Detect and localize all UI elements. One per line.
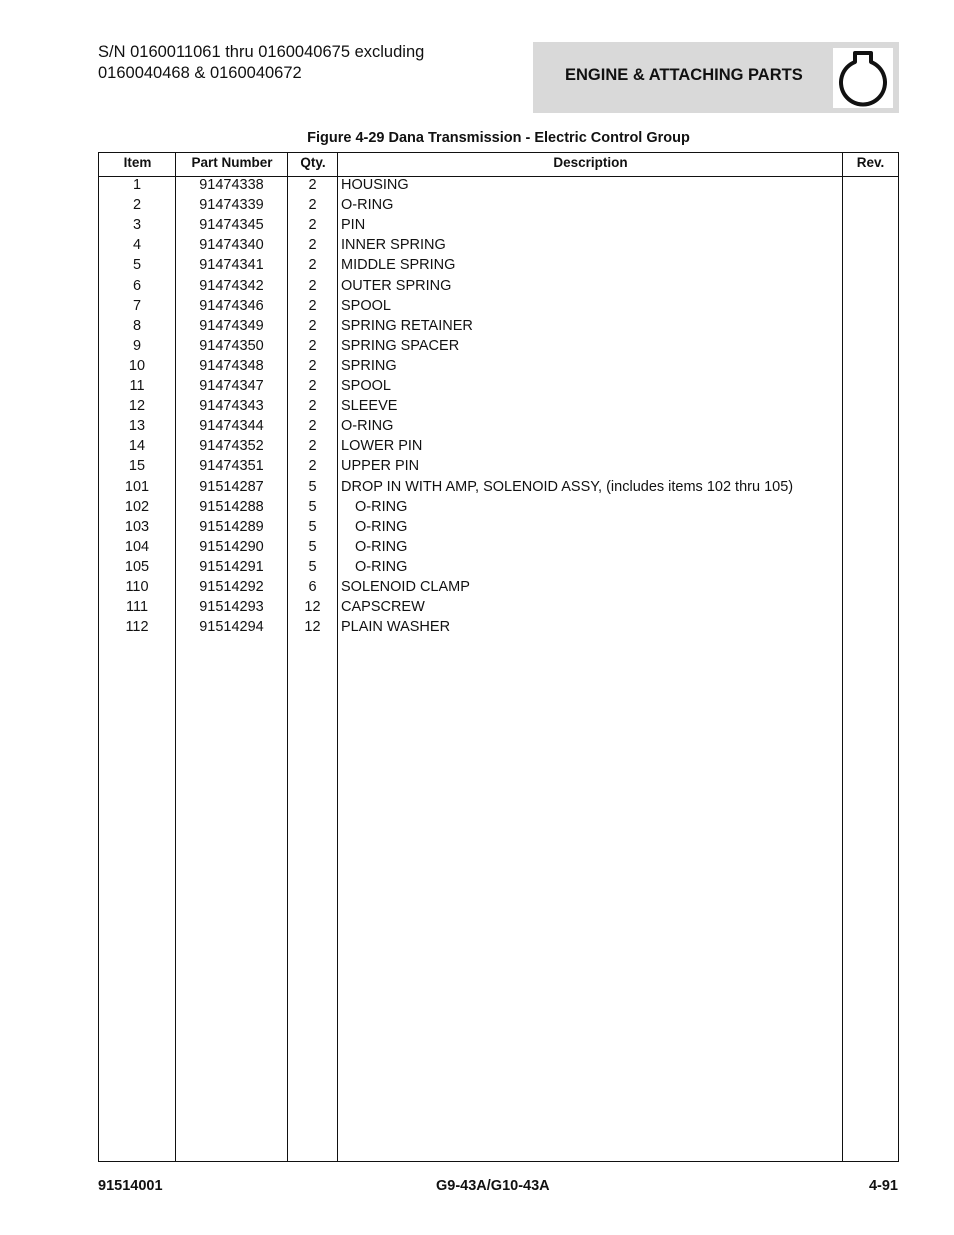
part-number-cell: 91514287 — [199, 478, 264, 495]
part-number-cell: 91474350 — [199, 337, 264, 354]
qty-cell: 2 — [308, 277, 317, 294]
description-cell: O-RING — [341, 418, 394, 435]
footer-manual-number: 91514001 — [98, 1178, 163, 1194]
table-row — [99, 175, 898, 195]
col-header-part-number: Part Number — [191, 155, 273, 170]
table-row — [99, 597, 898, 617]
description-cell: UPPER PIN — [341, 458, 420, 475]
part-number-cell: 91514291 — [199, 558, 264, 575]
footer-model: G9-43A/G10-43A — [436, 1178, 550, 1194]
item-cell: 3 — [132, 217, 142, 234]
table-row — [99, 195, 898, 215]
qty-cell: 2 — [308, 438, 317, 455]
description-cell: SOLENOID CLAMP — [341, 579, 470, 595]
description-cell: SPOOL — [341, 297, 391, 314]
qty-cell: 2 — [308, 217, 317, 234]
qty-cell: 2 — [308, 337, 317, 354]
part-number-cell: 91514290 — [199, 538, 264, 555]
description-cell: PLAIN WASHER — [341, 619, 451, 636]
description-cell: OUTER SPRING — [341, 277, 452, 294]
description-cell: O-RING — [355, 518, 408, 535]
item-cell: 6 — [132, 277, 142, 294]
qty-cell: 2 — [308, 317, 317, 334]
item-cell: 5 — [132, 257, 142, 274]
qty-cell: 5 — [308, 518, 317, 535]
item-cell: 10 — [128, 357, 146, 374]
table-row — [99, 316, 898, 336]
serial-line-1: S/N 0160011061 thru 0160040675 excluding — [98, 43, 425, 61]
table-row — [99, 396, 898, 416]
item-cell: 9 — [132, 337, 142, 354]
part-number-cell: 91474345 — [199, 217, 264, 234]
part-number-cell: 91474342 — [199, 277, 264, 294]
table-row — [99, 235, 898, 255]
part-number-cell: 91514292 — [199, 579, 264, 595]
qty-cell: 2 — [308, 357, 317, 374]
part-number-cell: 91514294 — [199, 619, 264, 636]
description-cell: CAPSCREW — [341, 599, 425, 616]
part-number-cell: 91474343 — [199, 398, 264, 415]
table-row — [99, 296, 898, 316]
description-cell: SPRING RETAINER — [341, 317, 473, 334]
part-number-cell: 91474339 — [199, 197, 264, 214]
qty-cell: 2 — [308, 297, 317, 314]
serial-number-range — [98, 42, 424, 84]
table-row — [99, 557, 898, 577]
description-cell: SPOOL — [341, 378, 391, 394]
qty-cell: 2 — [308, 378, 317, 394]
table-row — [99, 517, 898, 537]
item-cell: 111 — [125, 599, 149, 616]
item-cell: 8 — [132, 317, 142, 334]
description-cell: LOWER PIN — [341, 438, 423, 455]
description-cell: O-RING — [355, 538, 408, 555]
item-cell: 110 — [125, 579, 149, 595]
item-cell: 1 — [132, 177, 142, 193]
qty-cell: 2 — [308, 257, 317, 274]
part-number-cell: 91474341 — [199, 257, 264, 274]
item-cell: 4 — [132, 237, 142, 254]
part-number-cell: 91514288 — [199, 498, 264, 515]
item-cell: 15 — [128, 458, 146, 475]
table-row — [99, 255, 898, 275]
description-cell: O-RING — [355, 558, 408, 575]
description-cell: PIN — [341, 217, 366, 234]
item-cell: 7 — [132, 297, 142, 314]
qty-cell: 2 — [308, 237, 317, 254]
table-row — [99, 436, 898, 456]
qty-cell: 5 — [308, 478, 317, 495]
qty-cell: 2 — [308, 418, 317, 435]
item-cell: 112 — [125, 619, 149, 636]
qty-cell: 2 — [308, 398, 317, 415]
qty-cell: 2 — [308, 458, 317, 475]
part-number-cell: 91474348 — [199, 357, 264, 374]
col-header-description: Description — [553, 155, 628, 170]
table-row — [99, 497, 898, 517]
part-number-cell: 91474344 — [199, 418, 264, 435]
qty-cell: 12 — [304, 619, 321, 636]
col-header-item: Item — [123, 155, 152, 170]
item-cell: 105 — [124, 558, 150, 575]
description-cell: DROP IN WITH AMP, SOLENOID ASSY, (includes items 102 thru 105) — [341, 478, 794, 495]
item-cell: 12 — [128, 398, 146, 415]
qty-cell: 2 — [308, 177, 317, 193]
parts-table — [98, 152, 899, 1162]
part-number-cell: 91474340 — [199, 237, 264, 254]
table-row — [99, 577, 898, 597]
table-row — [99, 456, 898, 476]
engine-icon — [833, 48, 893, 108]
part-number-cell: 91514293 — [199, 599, 264, 616]
col-header-qty: Qty. — [300, 155, 326, 170]
item-cell: 14 — [128, 438, 146, 455]
footer-page-number: 4-91 — [868, 1178, 898, 1194]
table-row — [99, 537, 898, 557]
qty-cell: 5 — [308, 558, 317, 575]
item-cell: 13 — [128, 418, 146, 435]
figure-title: Figure 4-29 Dana Transmission - Electric Control Group — [307, 130, 690, 146]
table-row — [99, 376, 898, 396]
item-cell: 104 — [124, 538, 150, 555]
part-number-cell: 91474338 — [199, 177, 264, 193]
description-cell: MIDDLE SPRING — [341, 257, 456, 274]
table-row — [99, 477, 898, 497]
qty-cell: 5 — [308, 498, 317, 515]
table-row — [99, 276, 898, 296]
table-row — [99, 336, 898, 356]
part-number-cell: 91474349 — [199, 317, 264, 334]
description-cell: SPRING SPACER — [341, 337, 460, 354]
qty-cell: 6 — [308, 579, 317, 595]
qty-cell: 12 — [304, 599, 321, 616]
item-cell: 103 — [124, 518, 150, 535]
part-number-cell: 91474346 — [199, 297, 264, 314]
serial-line-2: 0160040468 & 0160040672 — [98, 64, 302, 82]
table-row — [99, 215, 898, 235]
section-title: ENGINE & ATTACHING PARTS — [565, 66, 803, 84]
description-cell: INNER SPRING — [341, 237, 446, 254]
table-row — [99, 416, 898, 436]
description-cell: HOUSING — [341, 177, 409, 193]
table-row — [99, 617, 898, 637]
description-cell: SPRING — [341, 357, 397, 374]
description-cell: O-RING — [341, 197, 394, 214]
item-cell: 11 — [129, 378, 145, 394]
col-header-rev: Rev. — [856, 155, 885, 170]
section-header — [533, 42, 899, 113]
qty-cell: 5 — [308, 538, 317, 555]
part-number-cell: 91474347 — [199, 378, 264, 394]
item-cell: 101 — [124, 478, 150, 495]
part-number-cell: 91474352 — [199, 438, 264, 455]
table-row — [99, 356, 898, 376]
item-cell: 2 — [132, 197, 142, 214]
qty-cell: 2 — [308, 197, 317, 214]
description-cell: SLEEVE — [341, 398, 398, 415]
part-number-cell: 91514289 — [199, 518, 264, 535]
part-number-cell: 91474351 — [199, 458, 264, 475]
description-cell: O-RING — [355, 498, 408, 515]
item-cell: 102 — [124, 498, 150, 515]
